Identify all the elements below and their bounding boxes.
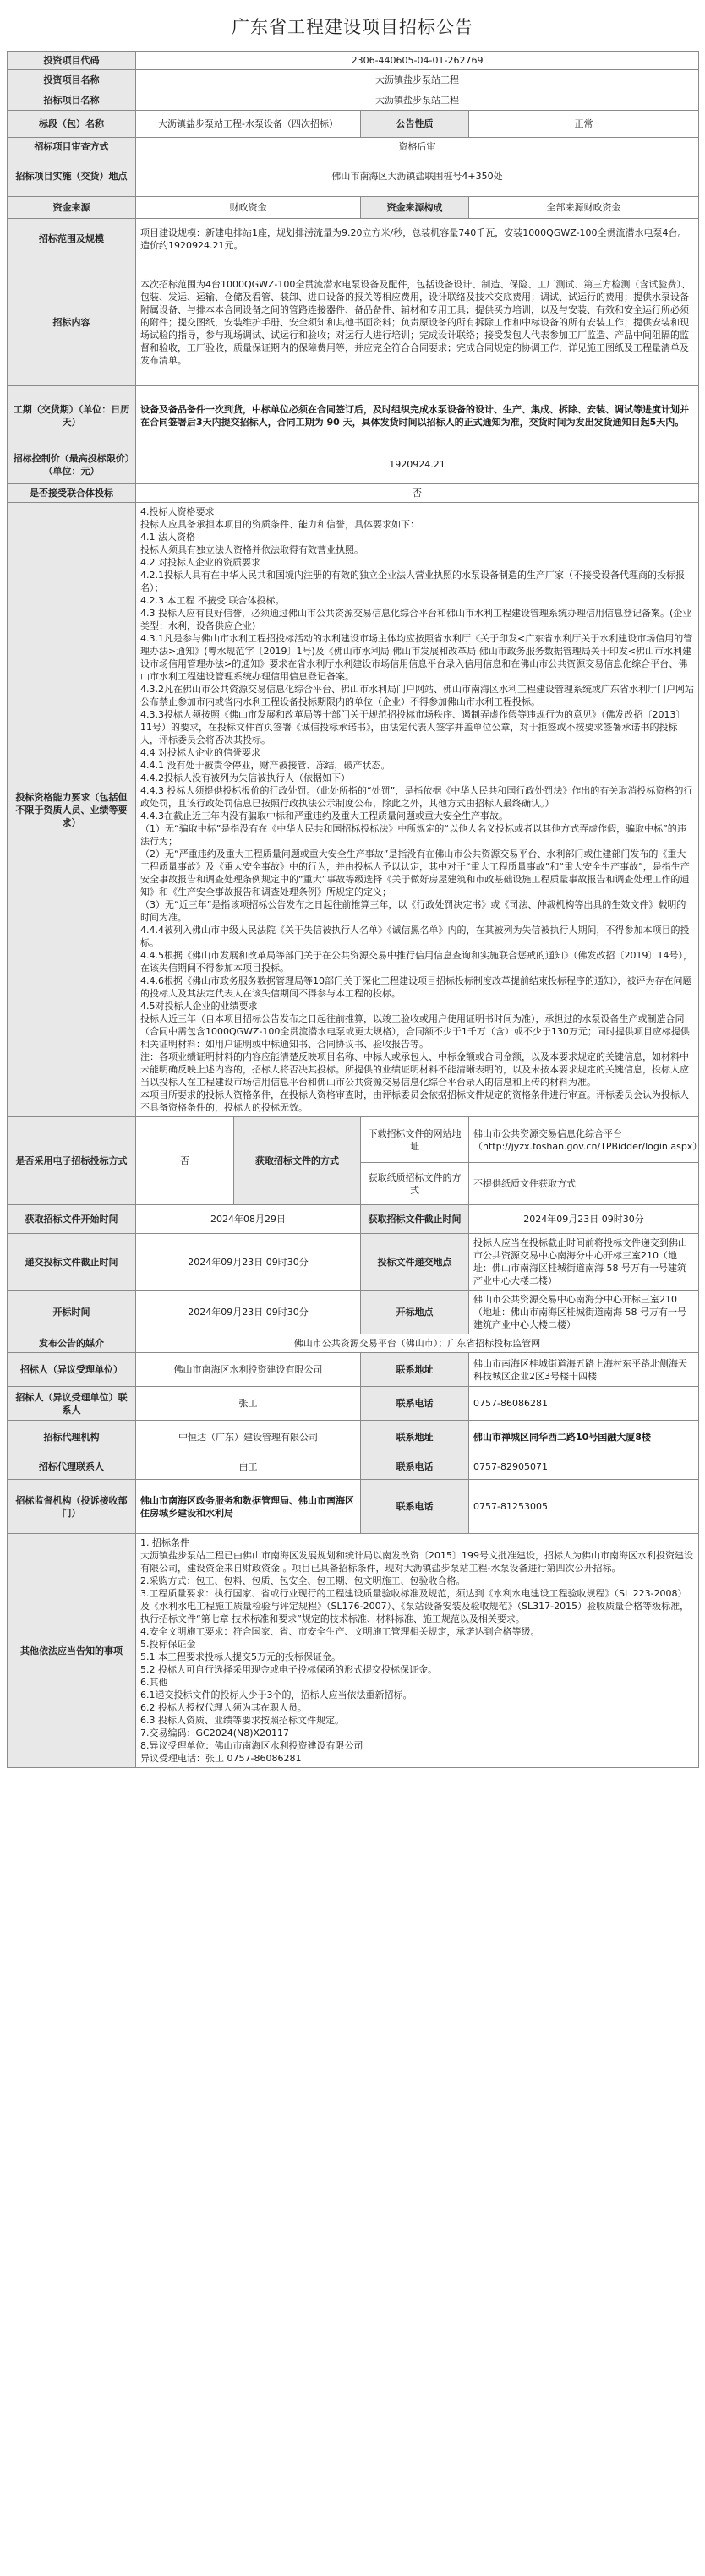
agency-value: 中恒达（广东）建设管理有限公司	[136, 1421, 361, 1454]
deadline-label: 递交投标文件截止时间	[8, 1234, 136, 1291]
project-name-value: 大沥镇盐步泵站工程	[136, 70, 699, 90]
download-label: 下载招标文件的网站地址	[361, 1117, 469, 1163]
duration-label: 工期（交货期）（单位：日历天）	[8, 386, 136, 445]
tenderer-label: 招标人（异议受理单位）	[8, 1353, 136, 1387]
end-time-value: 2024年09月23日 09时30分	[469, 1205, 699, 1234]
agency-address-label: 联系地址	[361, 1421, 469, 1454]
content-value: 本次招标范围为4台1000QGWZ-100全贯流潜水电泵设备及配件，包括设备设计、制造、保险、工厂测试、第三方检测（含试验费）、包装、发运、运输、仓储及看管、装卸、进口设备的报关等相应费用，设计联络及技术交底费用；调试、试运行的费用；提供水泵设备附属设备、与排本本合同设备之间的管路连接器件、备品备件、辅材和专用工具；提供买方培训，以及与安装、有效和安全运行所必须的附件；提交图纸，安装维护手册、安全须知和其他书面资料；负责原设备的所有拆除工作和中标设备的所有安装工作；提供安装和现场试验的指导，参与现场调试、试运行和验收；对运行人进行培训；完成设计联络；接受发包人代表参加工厂监造、产品中间阻隔的监督和验收，工厂验收，质量保证期内的保障费用等，并应完全符合合同要求；完成合同规定的协调工作，详见施工图纸及工程量清单及发布清单。	[136, 259, 699, 386]
tender-project-label: 招标项目名称	[8, 90, 136, 111]
project-name-label: 投资项目名称	[8, 70, 136, 90]
other-value: 1. 招标条件 大沥镇盐步泵站工程已由佛山市南海区发展规划和统计局以南发改资〔2015〕199号文批准建设，招标人为佛山市南海区水利投资建设有限公司，建设资金来自财政资金 。项目已具备招标条件，现对大沥镇盐步泵站工程-水泵设备进行第四次公开招标。 2.采购方式：包工、包料、包质、包安全、包工期、包文明施工、包验收合格。 3.工程质量要求：执行国家、省或行业现行的工程建设质量验收标准及规范，须达到《水利水电建设工程验收规程》（SL 223-2008）及《水利水电工程施工质量检验与评定规程》（SL176-2007）、《泵站设备安装及验收规范》（SL317-2015）验收质量合格等级标准，执行招标文件“第七章 技术标准和要求”规定的技术标准、材料标准、施工规范以及相关要求。 4.安全文明施工要求：符合国家、省、市安全生产、文明施工管理相关规定，承诺达到合格等级。 5.投标保证金 5.1 本工程要求投标人提交5万元的投标保证金。 5.2 投标人可自行选择采用现金或电子投标保函的形式提交投标保证金。 6.其他 6.1递交投标文件的投标人少于3个的，招标人应当依法重新招标。 6.2 投标人授权代理人须为其在职人员。 6.3 投标人资质、业绩等要求按照招标文件规定。 7.交易编码：GC2024(N8)X20117 8.异议受理单位：佛山市南海区水利投资建设有限公司 异议受理电话：张工 0757-86086281	[136, 1534, 699, 1768]
tenderer-value: 佛山市南海区水利投资建设有限公司	[136, 1353, 361, 1387]
submit-place-value: 投标人应当在投标截止时间前将投标文件递交到佛山市公共资源交易中心南海分中心开标三室210（地址：佛山市南海区桂城街道南海 58 号万有一号建筑产业中心大楼二楼）	[469, 1234, 699, 1291]
electronic-label: 是否采用电子招标投标方式	[8, 1117, 136, 1205]
announcement-table	[7, 51, 702, 1768]
open-place-value: 佛山市公共资源交易中心南海分中心开标三室210（地址：佛山市南海区桂城街道南海 58 号万有一号建筑产业中心大楼二楼）	[469, 1291, 699, 1334]
tender-project-value: 大沥镇盐步泵站工程	[136, 90, 699, 111]
tenderer-phone-value: 0757-86086281	[469, 1387, 699, 1421]
tenderer-address-label: 联系地址	[361, 1353, 469, 1387]
tenderer-contact-label: 招标人（异议受理单位）联系人	[8, 1387, 136, 1421]
control-price-label: 招标控制价（最高投标限价）（单位：元）	[8, 445, 136, 484]
open-place-label: 开标地点	[361, 1291, 469, 1334]
consortium-label: 是否接受联合体投标	[8, 484, 136, 503]
agency-contact-value: 白工	[136, 1454, 361, 1480]
content-label: 招标内容	[8, 259, 136, 386]
supervisor-value: 佛山市南海区政务服务和数据管理局、佛山市南海区住房城乡建设和水利局	[136, 1480, 361, 1534]
supervisor-phone-value: 0757-81253005	[469, 1480, 699, 1534]
agency-phone-label: 联系电话	[361, 1454, 469, 1480]
agency-phone-value: 0757-82905071	[469, 1454, 699, 1480]
paper-value: 不提供纸质文件获取方式	[469, 1163, 699, 1205]
paper-label: 获取纸质招标文件的方式	[361, 1163, 469, 1205]
media-value: 佛山市公共资源交易平台（佛山市）；广东省招标投标监管网	[136, 1334, 699, 1353]
fund-source-value: 财政资金	[136, 197, 361, 219]
approval-label: 招标项目审查方式	[8, 138, 136, 156]
scope-value: 项目建设规模：新建电排站1座，规划排涝流量为9.20立方米/秒，总装机容量740千瓦，安装1000QGWZ-100全贯流潜水电泵4台。造价约1920924.21元。	[136, 219, 699, 259]
fund-source-label: 资金来源	[8, 197, 136, 219]
start-time-label: 获取招标文件开始时间	[8, 1205, 136, 1234]
tenderer-address-value: 佛山市南海区桂城街道海五路上海村东平路北侧海天科技城区企业2区3号楼十四楼	[469, 1353, 699, 1387]
agency-contact-label: 招标代理联系人	[8, 1454, 136, 1480]
open-time-value: 2024年09月23日 09时30分	[136, 1291, 361, 1334]
announce-nature-label: 公告性质	[361, 111, 469, 138]
download-link[interactable]: 佛山市公共资源交易信息化综合平台（http://jyzx.foshan.gov.cn/TPBidder/login.aspx）	[469, 1117, 699, 1163]
start-time-value: 2024年08月29日	[136, 1205, 361, 1234]
end-time-label: 获取招标文件截止时间	[361, 1205, 469, 1234]
page-title: 广东省工程建设项目招标公告	[232, 17, 473, 37]
open-time-label: 开标时间	[8, 1291, 136, 1334]
obtain-method-label: 获取招标文件的方式	[234, 1117, 361, 1205]
supervisor-label: 招标监督机构（投诉接收部门）	[8, 1480, 136, 1534]
control-price-value: 1920924.21	[136, 445, 699, 484]
agency-label: 招标代理机构	[8, 1421, 136, 1454]
qualification-value: 4.投标人资格要求 投标人应具备承担本项目的资质条件、能力和信誉，具体要求如下： 4.1 法人资格 投标人须具有独立法人资格并依法取得有效营业执照。 4.2 对投标人企业的资质要求 4.2.1投标人具有在中华人民共和国境内注册的有效的独立企业法人营业执照的水泵设备制造的生产厂家（不接受设备代理商的投标报名）； 4.2.3 本工程 不接受 联合体投标。 4.3 投标人应有良好信誉，必须通过佛山市公共资源交易信息化综合平台和佛山市水利工程建设管理系统办理信用信息登记备案。(企业类型：水利，设备供应企业) 4.3.1凡是参与佛山市水利工程招投标活动的水利建设市场主体均应按照省水利厅《关于印发<广东省水利厅关于水利建设市场信用的管理办法>通知》(粤水规范字〔2019〕1号)及《佛山市水利局 佛山市发展和改革局 佛山市政务服务数据管理局关于印发<佛山市水利建设市场信用管理办法>的通知》要求在省水利厅水利建设市场信用信息平台录入信用信息和在佛山市公共资源交易信息化综合平台、佛山市水利工程建设管理系统办理信用信息登记备案。 4.3.2凡在佛山市公共资源交易信息化综合平台、佛山市水利局门户网站、佛山市南海区水利工程建设管理系统或广东省水利厅门户网站公布禁止参加市内或省内水利工程设备投标期限内的单位（企业）不得参加佛山市水利工程投标。 4.3.3投标人须按照《佛山市发展和改革局等十部门关于规范招投标市场秩序、遏制弄虚作假等违规行为的意见》（佛发改招〔2013〕11号）的要求，在投标文件首页签署《诚信投标承诺书》，由法定代表人签字并盖单位公章，对于拒签或不按要求签署承诺书的投标人，评标委员会将否决其投标。 4.4 对投标人企业的信誉要求 4.4.1 没有处于被责令停业，财产被接管、冻结，破产状态。 4.4.2投标人没有被列为失信被执行人（依据如下） 4.4.3 投标人须提供投标报价的行政处罚。（此处所指的“处罚”，是指依据《中华人民共和国行政处罚法》作出的有关取消投标资格的行政处罚，且该行政处罚信息已按照行政执法公示制度公布，除此之外，其他方式由招标人最终确认。） 4.4.3在截止近三年内没有骗取中标和严重违约及重大工程质量问题或重大安全生产事故。 （1）无“骗取中标”是指没有在《中华人民共和国招标投标法》中所规定的“以他人名义投标或者以其他方式弄虚作假，骗取中标”的违法行为； （2）无“严重违约及重大工程质量问题或重大安全生产事故”是指没有在佛山市公共资源交易平台、水利部门或住建部门发布的《重大工程质量事故》及《重大安全事故》中的行为，并由投标人予以认定，其中对于“重大工程质量事故”和“重大安全生产事故”，是指生产安全事故报告和调查处理条例规定中的“重大”事故等级选择《关于做好房屋建筑和市政基础设施工程质量事故报告和调查处理工作的通知》和《生产安全事故报告和调查处理条例》所规定的定义； （3）无“近三年”是指该项招标公告发布之日起往前推算三年，以《行政处罚决定书》或《司法、仲裁机构等出具的生效文件》载明的时间为准。 4.4.4被列入佛山市中级人民法院《关于失信被执行人名单》《诚信黑名单》内的，在其被列为失信被执行人期间，不得参加本项目的投标。 4.4.5根据《佛山市发展和改革局等部门关于在公共资源交易中推行信用信息查询和实施联合惩戒的通知》（佛发改招〔2019〕14号），在该失信期间不得参加本项目投标。 4.4.6根据《佛山市政务服务数据管理局等10部门关于深化工程建设项目招标投标制度改革提前结束投标程序的通知》，被评为存在问题的投标人及其法定代表人在该失信期间不得参与本工程的投标。 4.5对投标人企业的业绩要求 投标人近三年（自本项目招标公告发布之日起往前推算，以竣工验收或用户使用证明书时间为准），承担过的水泵设备生产或制造合同（合同中需包含1000QGWZ-100全贯流潜水电泵或更大规格），合同额不少于1千万（含）或不少于130万元；同时提供项目应标提供相关证明材料：如用户证明或中标通知书、合同协议书、验收报告等。 注：各项业绩证明材料的内容应能清楚反映项目名称、中标人或承包人、中标金额或合同金额，以及本要求规定的关键信息，如材料中未能明确反映上述内容的，招标人将否决其投标。所提供的业绩证明材料不能清晰表明的，以及未按本要求规定的关键信息，投标人应当以投标人在工程建设市场信用信息平台和佛山市公共资源交易信息化综合平台录入的信息和上传的材料为准。 本项目所要求的投标人资格条件，在投标人资格审查时，由评标委员会依据招标文件规定的资格条件进行审查。评标委员会认为投标人不具备资格条件的，投标人的投标无效。	[136, 503, 699, 1117]
location-label: 招标项目实施（交货）地点	[8, 156, 136, 197]
agency-address-value: 佛山市禅城区同华西二路10号国融大厦8楼	[469, 1421, 699, 1454]
fund-ratio-value: 全部来源财政资金	[469, 197, 699, 219]
section-value: 大沥镇盐步泵站工程-水泵设备（四次招标）	[136, 111, 361, 138]
supervisor-phone-label: 联系电话	[361, 1480, 469, 1534]
announce-nature-value: 正常	[469, 111, 699, 138]
deadline-value: 2024年09月23日 09时30分	[136, 1234, 361, 1291]
media-label: 发布公告的媒介	[8, 1334, 136, 1353]
scope-label: 招标范围及规模	[8, 219, 136, 259]
location-value: 佛山市南海区大沥镇盐联围桩号4+350处	[136, 156, 699, 197]
project-code-value: 2306-440605-04-01-262769	[136, 52, 699, 70]
section-label: 标段（包）名称	[8, 111, 136, 138]
tenderer-phone-label: 联系电话	[361, 1387, 469, 1421]
approval-value: 资格后审	[136, 138, 699, 156]
fund-ratio-label: 资金来源构成	[361, 197, 469, 219]
project-code-label: 投资项目代码	[8, 52, 136, 70]
tenderer-contact-value: 张工	[136, 1387, 361, 1421]
duration-value: 设备及备品备件一次到货，中标单位必须在合同签订后，及时组织完成水泵设备的设计、生产、集成、拆除、安装、调试等进度计划并在合同签署后3天内提交招标人，合同工期为 90 天，具体发货时间以招标人的正式通知为准，交货时间为发出发货通知日起5天内。	[136, 386, 699, 445]
other-label: 其他依法应当告知的事项	[8, 1534, 136, 1768]
electronic-value: 否	[136, 1117, 234, 1205]
submit-place-label: 投标文件递交地点	[361, 1234, 469, 1291]
consortium-value: 否	[136, 484, 699, 503]
qualification-label: 投标资格能力要求（包括但不限于资质人员、业绩等要求）	[8, 503, 136, 1117]
